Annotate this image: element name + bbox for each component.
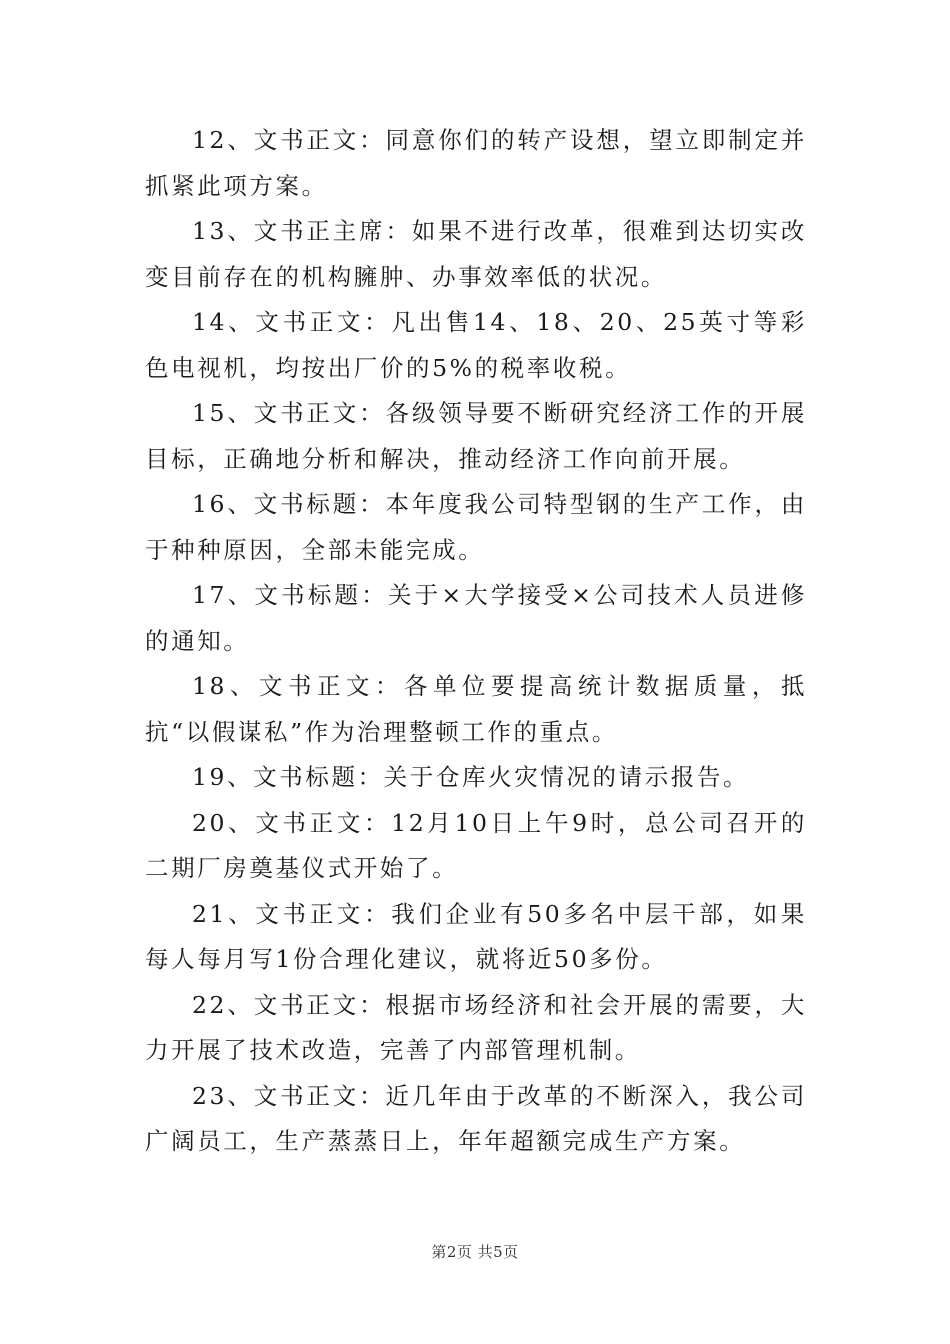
paragraph-item-18: 18、文书正文：各单位要提高统计数据质量，抵抗“以假谋私”作为治理整顿工作的重点。 (145, 672, 807, 746)
paragraph-item-22: 22、文书正文：根据市场经济和社会开展的需要，大力开展了技术改造，完善了内部管理机制。 (145, 990, 807, 1064)
document-body (145, 118, 807, 1165)
paragraph-item-12: 12、文书正文：同意你们的转产设想，望立即制定并抓紧此项方案。 (145, 126, 807, 200)
paragraph-item-23: 23、文书正文：近几年由于改革的不断深入，我公司广阔员工，生产蒸蒸日上，年年超额完成生产方案。 (145, 1081, 807, 1155)
paragraph-item-17: 17、文书标题：关于×大学接受×公司技术人员进修的通知。 (145, 581, 807, 655)
paragraph-item-14: 14、文书正文：凡出售14、18、20、25英寸等彩色电视机，均按出厂价的5%的税率收税。 (145, 308, 807, 382)
page-number-footer: 第2页 共5页 (431, 1243, 519, 1261)
paragraph-item-16: 16、文书标题：本年度我公司特型钢的生产工作，由于种种原因，全部未能完成。 (145, 490, 807, 564)
paragraph-item-13: 13、文书正主席：如果不进行改革，很难到达切实改变目前存在的机构臃肿、办事效率低的状况。 (145, 217, 807, 291)
paragraph-item-15: 15、文书正文：各级领导要不断研究经济工作的开展目标，正确地分析和解决，推动经济工作向前开展。 (145, 399, 807, 473)
paragraph-item-21: 21、文书正文：我们企业有50多名中层干部，如果每人每月写1份合理化建议，就将近50多份。 (145, 899, 807, 973)
paragraph-item-20: 20、文书正文：12月10日上午9时，总公司召开的二期厂房奠基仪式开始了。 (145, 808, 807, 882)
paragraph-item-19: 19、文书标题：关于仓库火灾情况的请示报告。 (192, 763, 750, 791)
